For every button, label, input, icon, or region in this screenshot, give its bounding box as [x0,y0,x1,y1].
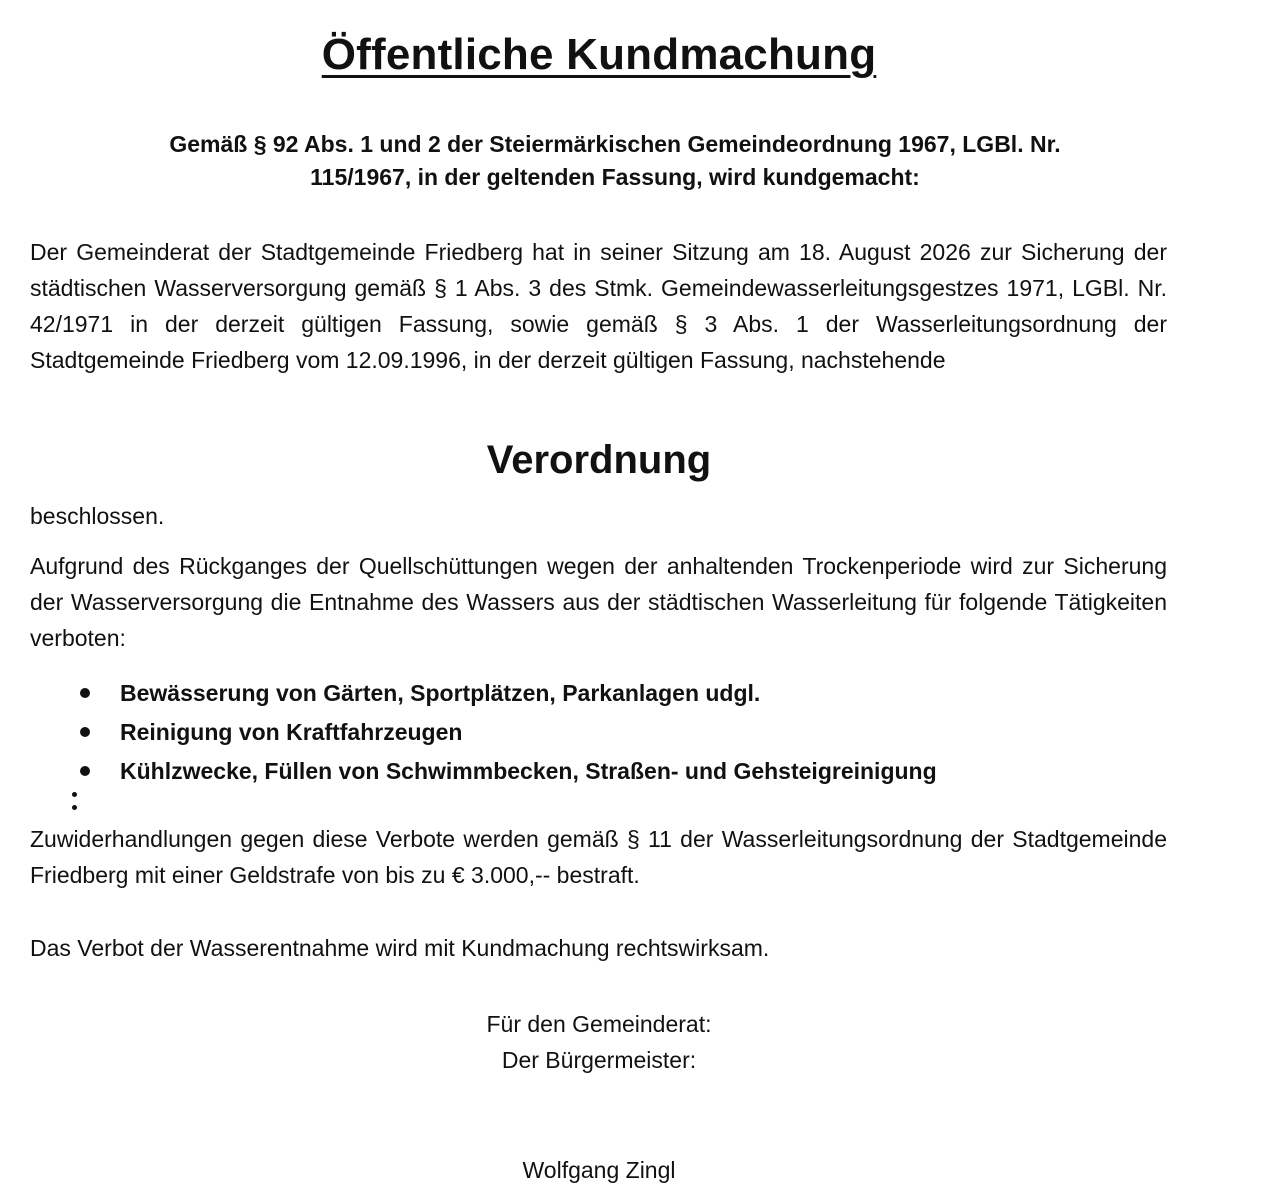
legal-basis-line-1: Gemäß § 92 Abs. 1 und 2 der Steiermärkischen Gemeindeordnung 1967, LGBl. Nr. [169,131,1061,157]
ordinance-heading: Verordnung [486,438,712,482]
list-item [30,713,1167,752]
list-item [30,752,1167,791]
resolution-paragraph: Der Gemeinderat der Stadtgemeinde Friedberg hat in seiner Sitzung am 18. August 2026 zur Sicherung der städtischen Wasserversorgung gemäß § 1 Abs. 3 des Stmk. Gemeindewasserleitungsgestzes 1971, LGBl. Nr. 42/1971 in der derzeit gültigen Fassung, sowie gemäß § 3 Abs. 1 der Wasserleitungsordnung der Stadtgemeinde Friedberg vom 12.09.1996, in der derzeit gültigen Fassung, nachstehende [30,239,1167,373]
signature-line-2: Der Bürgermeister: [501,1047,697,1073]
bullet-icon [80,688,90,698]
continuation-dots-icon [72,792,80,816]
reason-paragraph: Aufgrund des Rückganges der Quellschüttungen wegen der anhaltenden Trockenperiode wird zur Sicherung der Wasserversorgung die Entnahme des Wassers aus der städtischen Wasserleitung für folgende Tätigkeiten verboten: [30,553,1167,651]
penalty-paragraph: Zuwiderhandlungen gegen diese Verbote werden gemäß § 11 der Wasserleitungsordnung der Stadtgemeinde Friedberg mit einer Geldstrafe von bis zu € 3.000,-- bestraft. [30,826,1167,888]
signature-name: Wolfgang Zingl [522,1157,676,1183]
resolved-paragraph: beschlossen. [30,503,165,529]
document-title: Öffentliche Kundmachung [321,30,877,79]
legal-basis [100,128,1130,194]
list-item [30,674,1167,713]
legal-basis-line-2: 115/1967, in der geltenden Fassung, wird kundgemacht: [310,164,920,190]
list-item-label: Reinigung von Kraftfahrzeugen [120,719,463,745]
list-item-label: Bewässerung von Gärten, Sportplätzen, Parkanlagen udgl. [120,680,761,706]
bullet-icon [80,727,90,737]
prohibited-activities-list [30,674,1167,791]
signature-line-1: Für den Gemeinderat: [486,1011,712,1037]
effective-paragraph: Das Verbot der Wasserentnahme wird mit Kundmachung rechtswirksam. [30,935,770,961]
list-item-label: Kühlzwecke, Füllen von Schwimmbecken, Straßen- und Gehsteigreinigung [120,758,937,784]
bullet-icon [80,766,90,776]
